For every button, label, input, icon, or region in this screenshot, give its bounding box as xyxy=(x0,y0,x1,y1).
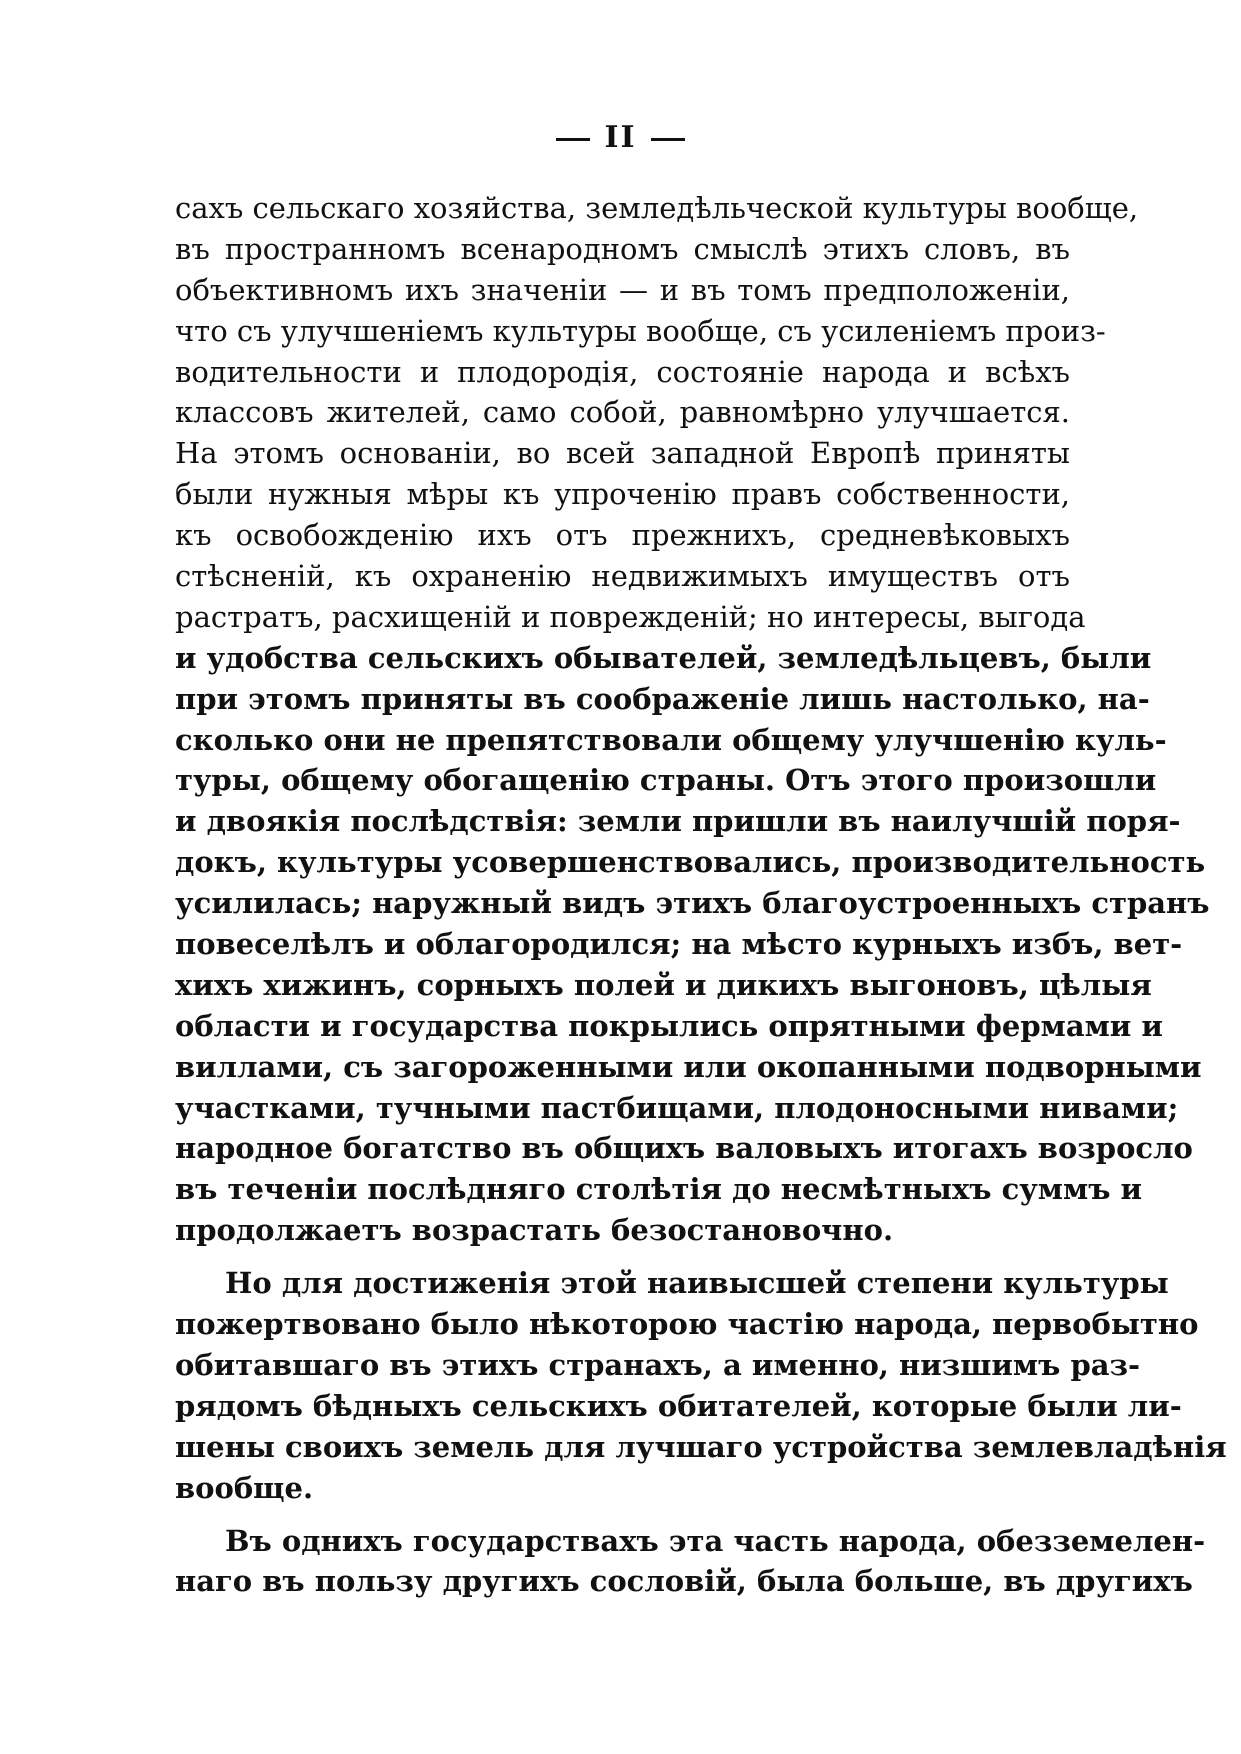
header-dash-left xyxy=(556,138,590,141)
paragraph xyxy=(175,1521,1206,1603)
body-text xyxy=(175,188,1227,1602)
text-line: рядомъ бѣдныхъ сельскихъ обитателей, которые были ли- xyxy=(175,1388,1182,1423)
text-line: сколько они не препятствовали общему улучшенiю куль- xyxy=(175,722,1167,757)
text-line: наго въ пользу другихъ сословiй, была больше, въ другихъ xyxy=(175,1564,1193,1599)
text-line: растратъ, расхищенiй и поврежденiй; но интересы, выгода xyxy=(175,599,1086,634)
text-line: виллами, съ загороженными или окопанными подворными xyxy=(175,1049,1202,1084)
text-line: вообще. xyxy=(175,1470,314,1505)
text-line: На этомъ основанiи, во всей западной Европѣ приняты xyxy=(175,436,1070,471)
text-line: и удобства сельскихъ обывателей, земледѣльцевъ, были xyxy=(175,640,1152,675)
text-line: что съ улучшенiемъ культуры вообще, съ усиленiемъ произ- xyxy=(175,313,1106,348)
text-line: участками, тучными пастбищами, плодоносными нивами; xyxy=(175,1090,1179,1125)
paragraph xyxy=(175,188,1210,1251)
text-line: области и государства покрылись опрятными фермами и xyxy=(175,1008,1163,1043)
text-line: сахъ сельскаго хозяйства, земледѣльческой культуры вообще, xyxy=(175,191,1139,225)
text-line: въ пространномъ всенародномъ смыслѣ этихъ словъ, въ xyxy=(175,231,1070,266)
text-line: къ освобожденiю ихъ отъ прежнихъ, средневѣковыхъ xyxy=(175,518,1070,553)
text-line: при этомъ приняты въ соображенiе лишь настолько, на- xyxy=(175,681,1150,716)
text-line: объективномъ ихъ значенiи — и въ томъ предположенiи, xyxy=(175,272,1070,307)
text-line: Въ однихъ государствахъ эта часть народа, обезземелен- xyxy=(225,1523,1206,1558)
text-line: туры, общему обогащенiю страны. Отъ этого произошли xyxy=(175,763,1157,798)
paragraph-gap xyxy=(175,1509,1070,1521)
text-line: въ теченiи послѣдняго столѣтiя до несмѣтныхъ суммъ и xyxy=(175,1172,1143,1207)
page-header xyxy=(0,120,1241,155)
text-line: классовъ жителей, само собой, равномѣрно улучшается. xyxy=(175,395,1070,430)
text-line: народное богатство въ общихъ валовыхъ итогахъ возросло xyxy=(175,1131,1193,1166)
text-line: обитавшаго въ этихъ странахъ, а именно, низшимъ раз- xyxy=(175,1347,1141,1382)
text-line: докъ, культуры усовершенствовались, производительность xyxy=(175,845,1206,880)
text-line: усилилась; наружный видъ этихъ благоустроенныхъ странъ xyxy=(175,886,1210,921)
text-line: и двоякiя послѣдствiя: земли пришли въ наилучшiй поря- xyxy=(175,804,1181,839)
page-number: II xyxy=(604,120,637,155)
paragraph-gap xyxy=(175,1251,1070,1263)
text-line: хихъ хижинъ, сорныхъ полей и дикихъ выгоновъ, цѣлыя xyxy=(175,967,1152,1002)
text-line: пожертвовано было нѣкоторою частiю народа, первобытно xyxy=(175,1307,1199,1342)
text-line: Но для достиженiя этой наивысшей степени культуры xyxy=(225,1266,1169,1301)
paragraph xyxy=(175,1263,1227,1508)
header-dash-right xyxy=(651,138,685,141)
text-line: водительности и плодородiя, состоянiе народа и всѣхъ xyxy=(175,354,1070,389)
text-line: повеселѣлъ и облагородился; на мѣсто курныхъ избъ, вет- xyxy=(175,927,1183,962)
text-line: были нужныя мѣры къ упроченiю правъ собственности, xyxy=(175,477,1070,512)
text-line: стѣсненiй, къ охраненiю недвижимыхъ имуществъ отъ xyxy=(175,559,1070,594)
text-line: продолжаетъ возрастать безостановочно. xyxy=(175,1213,894,1248)
text-line: шены своихъ земель для лучшаго устройства землевладѣнiя xyxy=(175,1429,1227,1464)
